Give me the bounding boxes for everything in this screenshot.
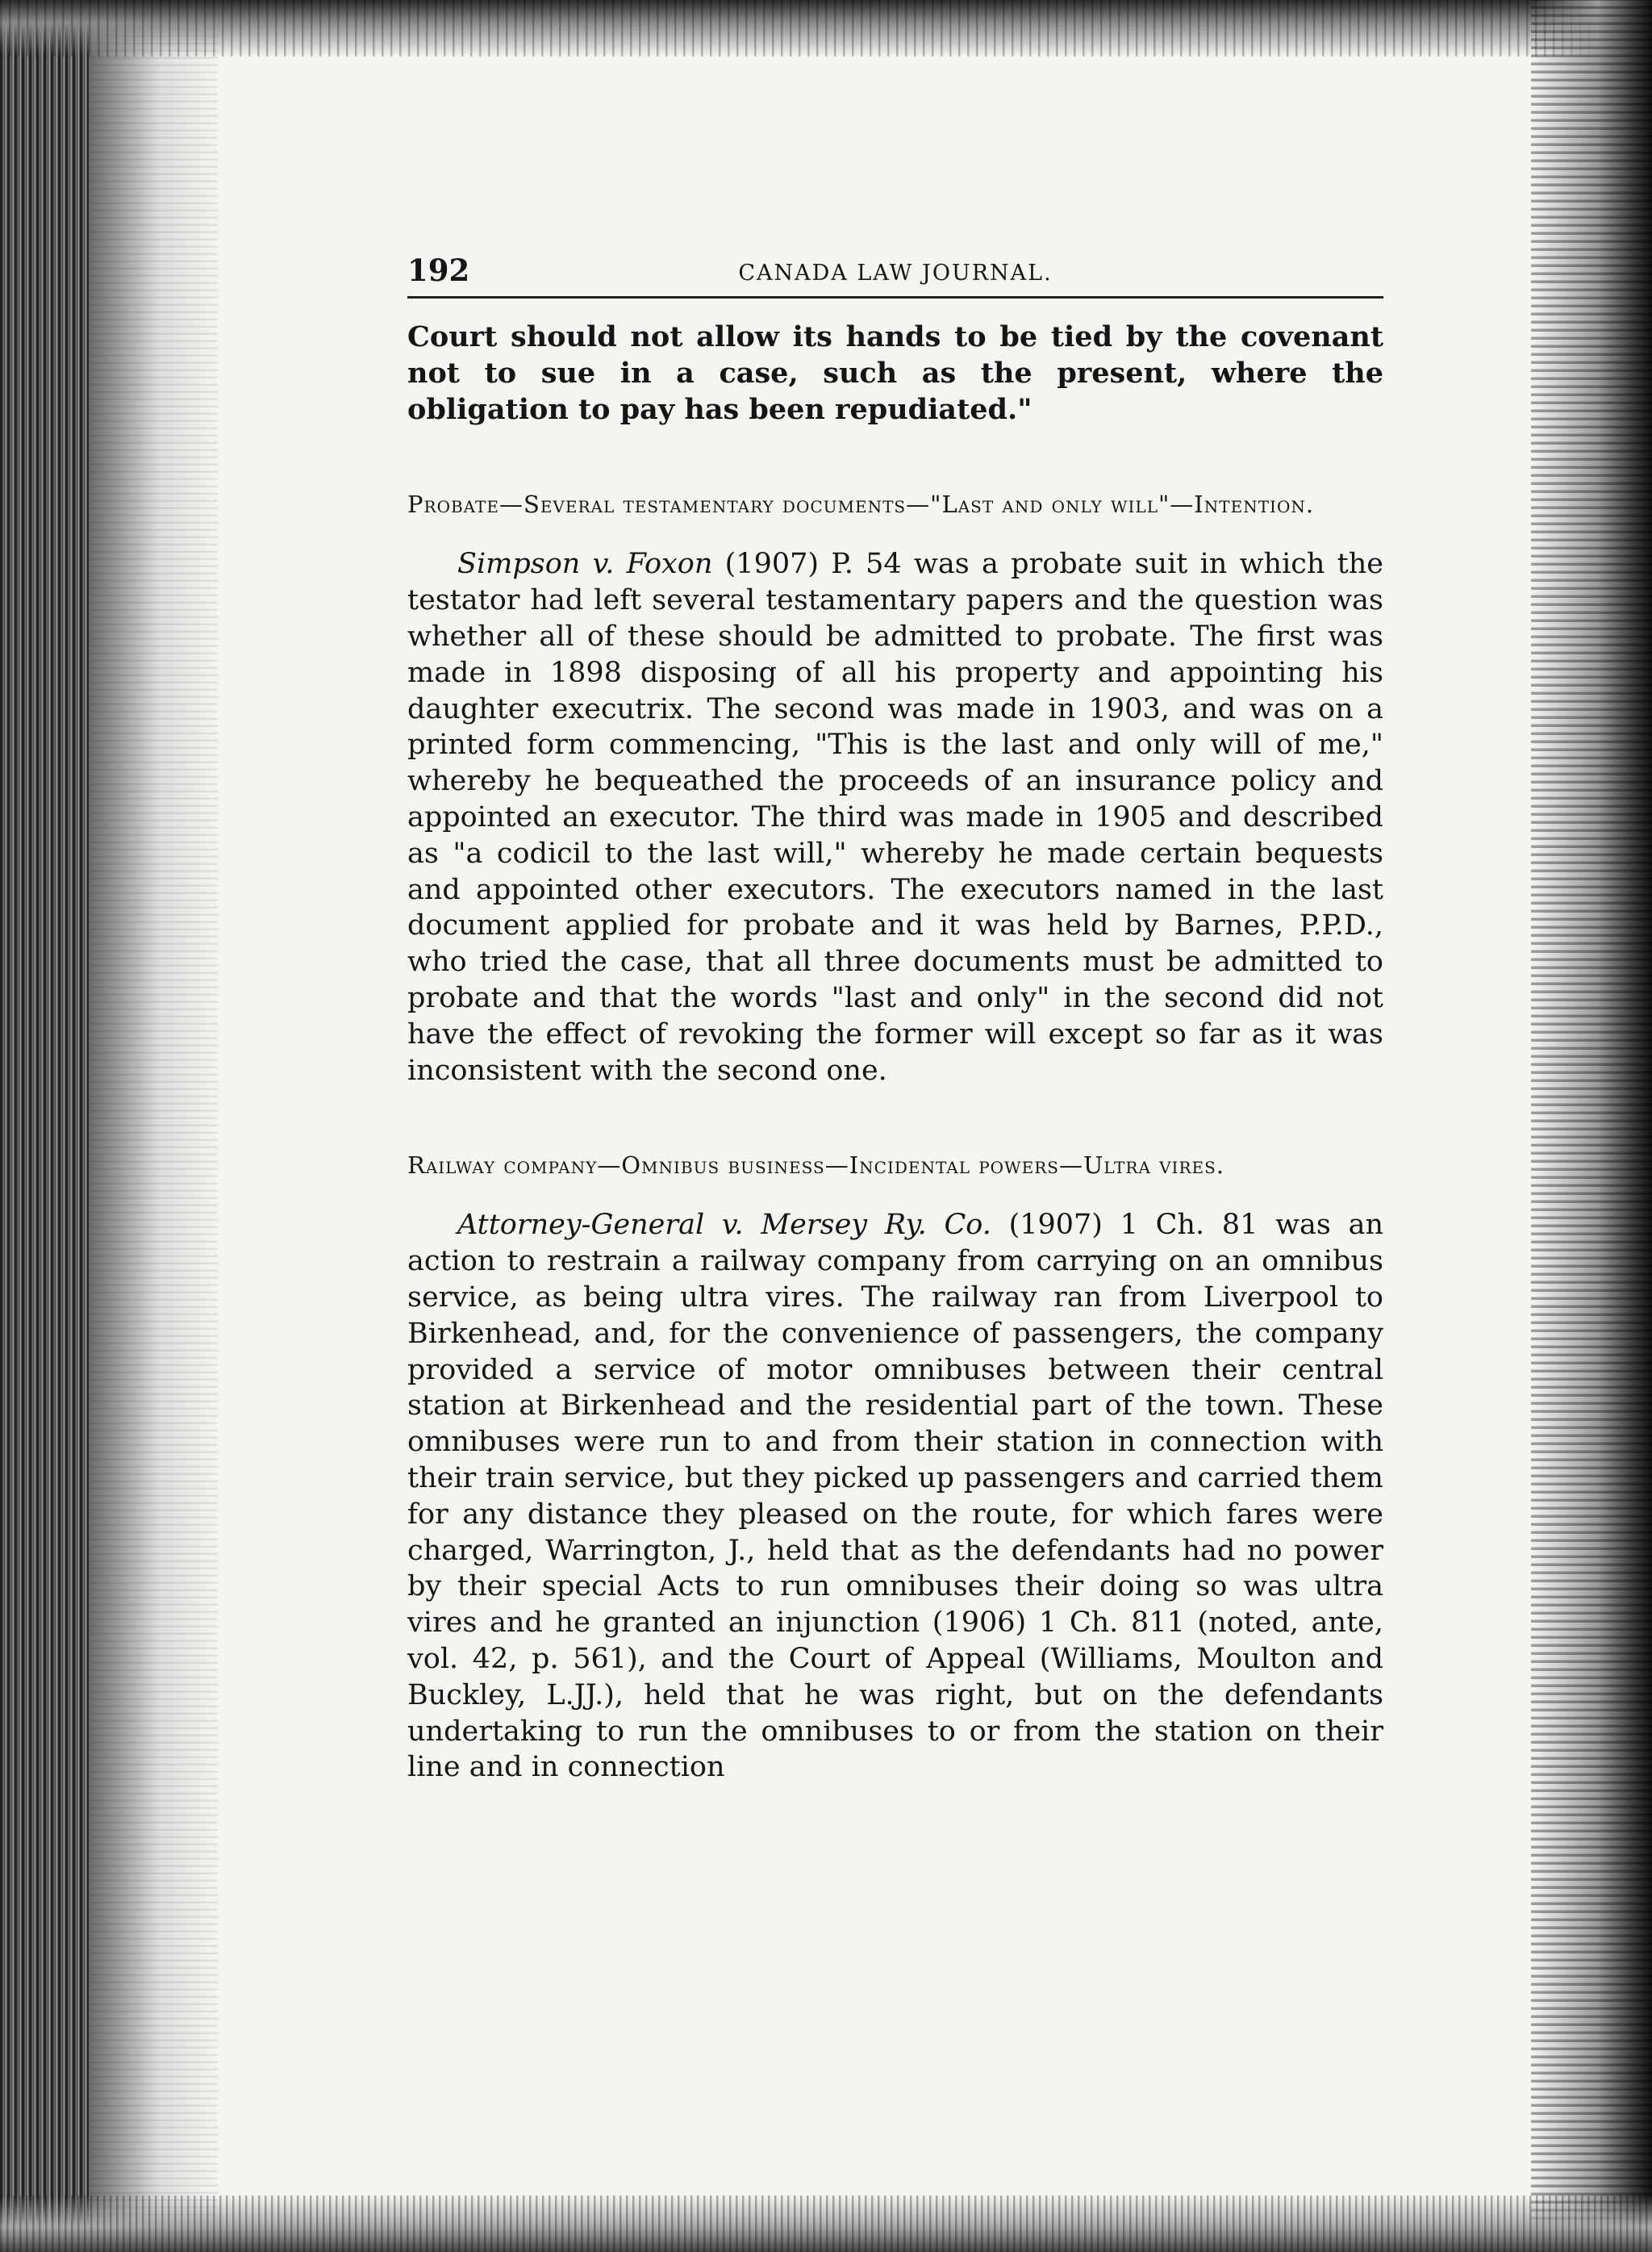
page-edge-right bbox=[1531, 0, 1652, 2252]
running-head: CANADA LAW JOURNAL. bbox=[738, 261, 1053, 286]
section-probate bbox=[407, 486, 1383, 1088]
case-name: Attorney-General v. Mersey Ry. Co. bbox=[457, 1209, 991, 1242]
page-header bbox=[407, 246, 1383, 296]
section-railway bbox=[407, 1147, 1383, 1786]
paragraph-text: (1907) P. 54 was a probate suit in which the testator had left several testamentary papers and the question was whether all of these should be admitted to probate. The first was made in 1898 disposing of all his property and appointing his daughter executrix. The second was made in 1903, and was on a printed form commencing, "This is the last and only will of me," whereby he bequeathed the proceeds of an insurance policy and appointed an executor. The third was made in 1905 and described as "a codicil to the last will," whereby he made certain bequests and appointed other executors. The executors named in the last document applied for probate and it was held by Barnes, P.P.D., who tried the case, that all three documents must be admitted to probate and that the words "last and only" in the second did not have the effect of revoking the former will except so far as it was inconsistent with the second one. bbox=[407, 548, 1383, 1087]
book-gutter-shadow bbox=[89, 0, 218, 2252]
scan-edge-bottom bbox=[0, 2196, 1652, 2252]
page-number: 192 bbox=[407, 253, 470, 288]
section-heading: Railway company—Omnibus business—Incidental powers—Ultra vires. bbox=[407, 1151, 1225, 1180]
section-paragraph bbox=[407, 1207, 1383, 1786]
case-name: Simpson v. Foxon bbox=[457, 548, 713, 581]
continued-paragraph: Court should not allow its hands to be tied by the covenant not to sue in a case, such as the present, where the obligation to pay has been repudiated." bbox=[407, 320, 1383, 426]
section-paragraph bbox=[407, 546, 1383, 1088]
book-binding-edge-left bbox=[0, 0, 89, 2252]
section-heading: Probate—Several testamentary documents—"Last and only will"—Intention. bbox=[407, 491, 1315, 519]
header-rule bbox=[407, 296, 1383, 299]
page-content bbox=[407, 246, 1383, 1786]
paragraph-text: (1907) 1 Ch. 81 was an action to restrain a railway company from carrying on an omnibus service, as being ultra vires. The railway ran from Liverpool to Birkenhead, and, for the convenience of passengers, the company provided a service of motor omnibuses between their central station at Birkenhead and the residential part of the town. These omnibuses were run to and from their station in connection with their train service, but they picked up passengers and carried them for any distance they pleased on the route, for which fares were charged, Warrington, J., held that as the defendants had no power by their special Acts to run omnibuses their doing so was ultra vires and he granted an injunction (1906) 1 Ch. 811 (noted, ante, vol. 42, p. 561), and the Court of Appeal (Williams, Moulton and Buckley, L.JJ.), held that he was right, but on the defendants undertaking to run the omnibuses to or from the station on their line and in connection bbox=[407, 1209, 1383, 1784]
scan-edge-top bbox=[0, 0, 1652, 56]
